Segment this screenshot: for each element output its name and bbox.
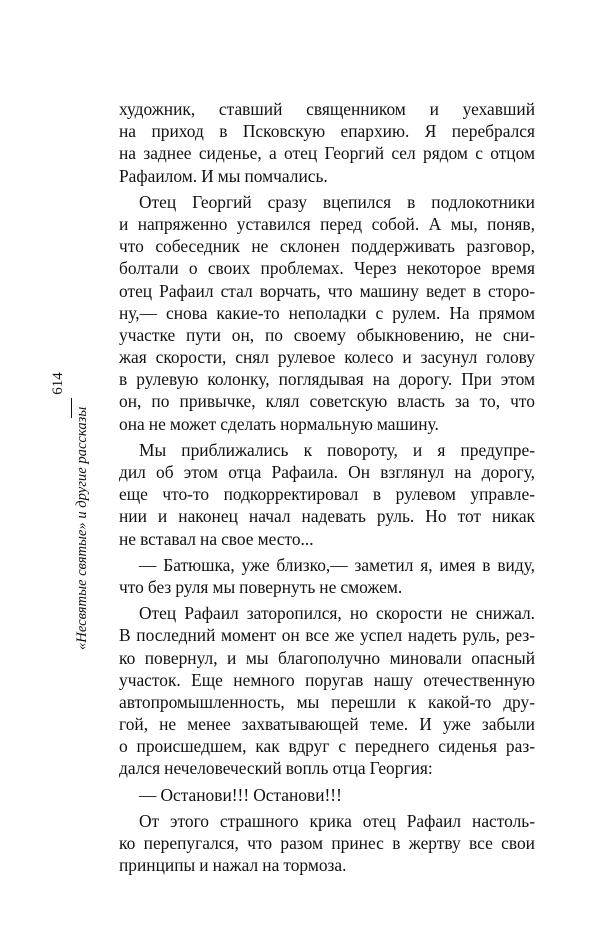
text-line: он, по привычке, клял советскую власть за то, что: [119, 391, 535, 412]
text-line: Отец Георгий сразу вцепился в подлокотники: [139, 191, 535, 212]
text-line: ко перепугался, что разом принес в жертву все свои: [119, 833, 535, 853]
text-line: — Останови!!! Останови!!!: [139, 784, 342, 805]
text-line: От этого страшного крика отец Рафаил настоль-: [139, 810, 535, 831]
margin-divider: [71, 398, 72, 418]
text-line: отец Рафаил стал ворчать, что машину ведет в сторо-: [119, 280, 535, 301]
text-line: о происшедшем, как вдруг с переднего сиденья раз-: [119, 736, 535, 757]
text-line: дался нечеловеческий вопль отца Георгия:: [119, 758, 433, 779]
text-line: на приход в Псковскую епархию. Я перебрался: [119, 121, 535, 142]
text-line: дил об этом отца Рафаила. Он взглянул на дорогу,: [119, 462, 535, 482]
text-line: она не может сделать нормальную машину.: [119, 413, 439, 434]
text-line: Мы приближались к повороту, и я предупре-: [139, 439, 535, 460]
body-text: [119, 98, 535, 876]
running-head-book-title: «Несвятые святые» и другие рассказы: [74, 406, 90, 650]
text-line: В последний момент он все же успел надеть руль, рез-: [119, 625, 535, 646]
text-line: еще что-то подкорректировал в рулевом управле-: [119, 484, 535, 505]
text-line: в рулевую колонку, поглядывая на дорогу. При этом: [119, 369, 535, 390]
text-line: болтали о своих проблемах. Через некоторое время: [119, 258, 535, 279]
text-line: не вставал на свое место...: [119, 528, 314, 549]
text-line: — Батюшка, уже близко,— заметил я, имея в виду,: [139, 554, 535, 575]
text-line: Рафаилом. И мы помчались.: [119, 165, 328, 186]
text-line: автопромышленность, мы перешли к какой-то дру-: [119, 691, 535, 712]
text-line: на заднее сиденье, а отец Георгий сел рядом с отцом: [119, 143, 535, 164]
page-number: 614: [49, 372, 66, 395]
text-line: ну,— снова какие-то неполадки с рулем. На прямом: [119, 302, 535, 323]
text-line: Отец Рафаил заторопился, но скорости не снижал.: [139, 603, 535, 624]
text-line: участке пути он, по своему обыкновению, не сни-: [119, 324, 535, 345]
text-line: художник, ставший священником и уехавший: [119, 99, 535, 119]
text-line: жая скорости, снял рулевое колесо и засунул голову: [119, 347, 535, 368]
text-line: принципы и нажал на тормоза.: [119, 855, 347, 876]
text-line: гой, не менее захватывающей теме. И уже забыли: [119, 714, 535, 735]
text-line: и напряженно уставился перед собой. А мы, поняв,: [119, 213, 535, 234]
text-line: нии и наконец начал надевать руль. Но тот никак: [119, 506, 535, 527]
text-line: ко повернул, и мы благополучно миновали опасный: [119, 647, 535, 668]
text-line: участок. Еще немного поругав нашу отечественную: [119, 669, 535, 690]
text-line: что собеседник не склонен поддерживать разговор,: [119, 236, 535, 257]
text-line: что без руля мы повернуть не сможем.: [119, 576, 403, 597]
